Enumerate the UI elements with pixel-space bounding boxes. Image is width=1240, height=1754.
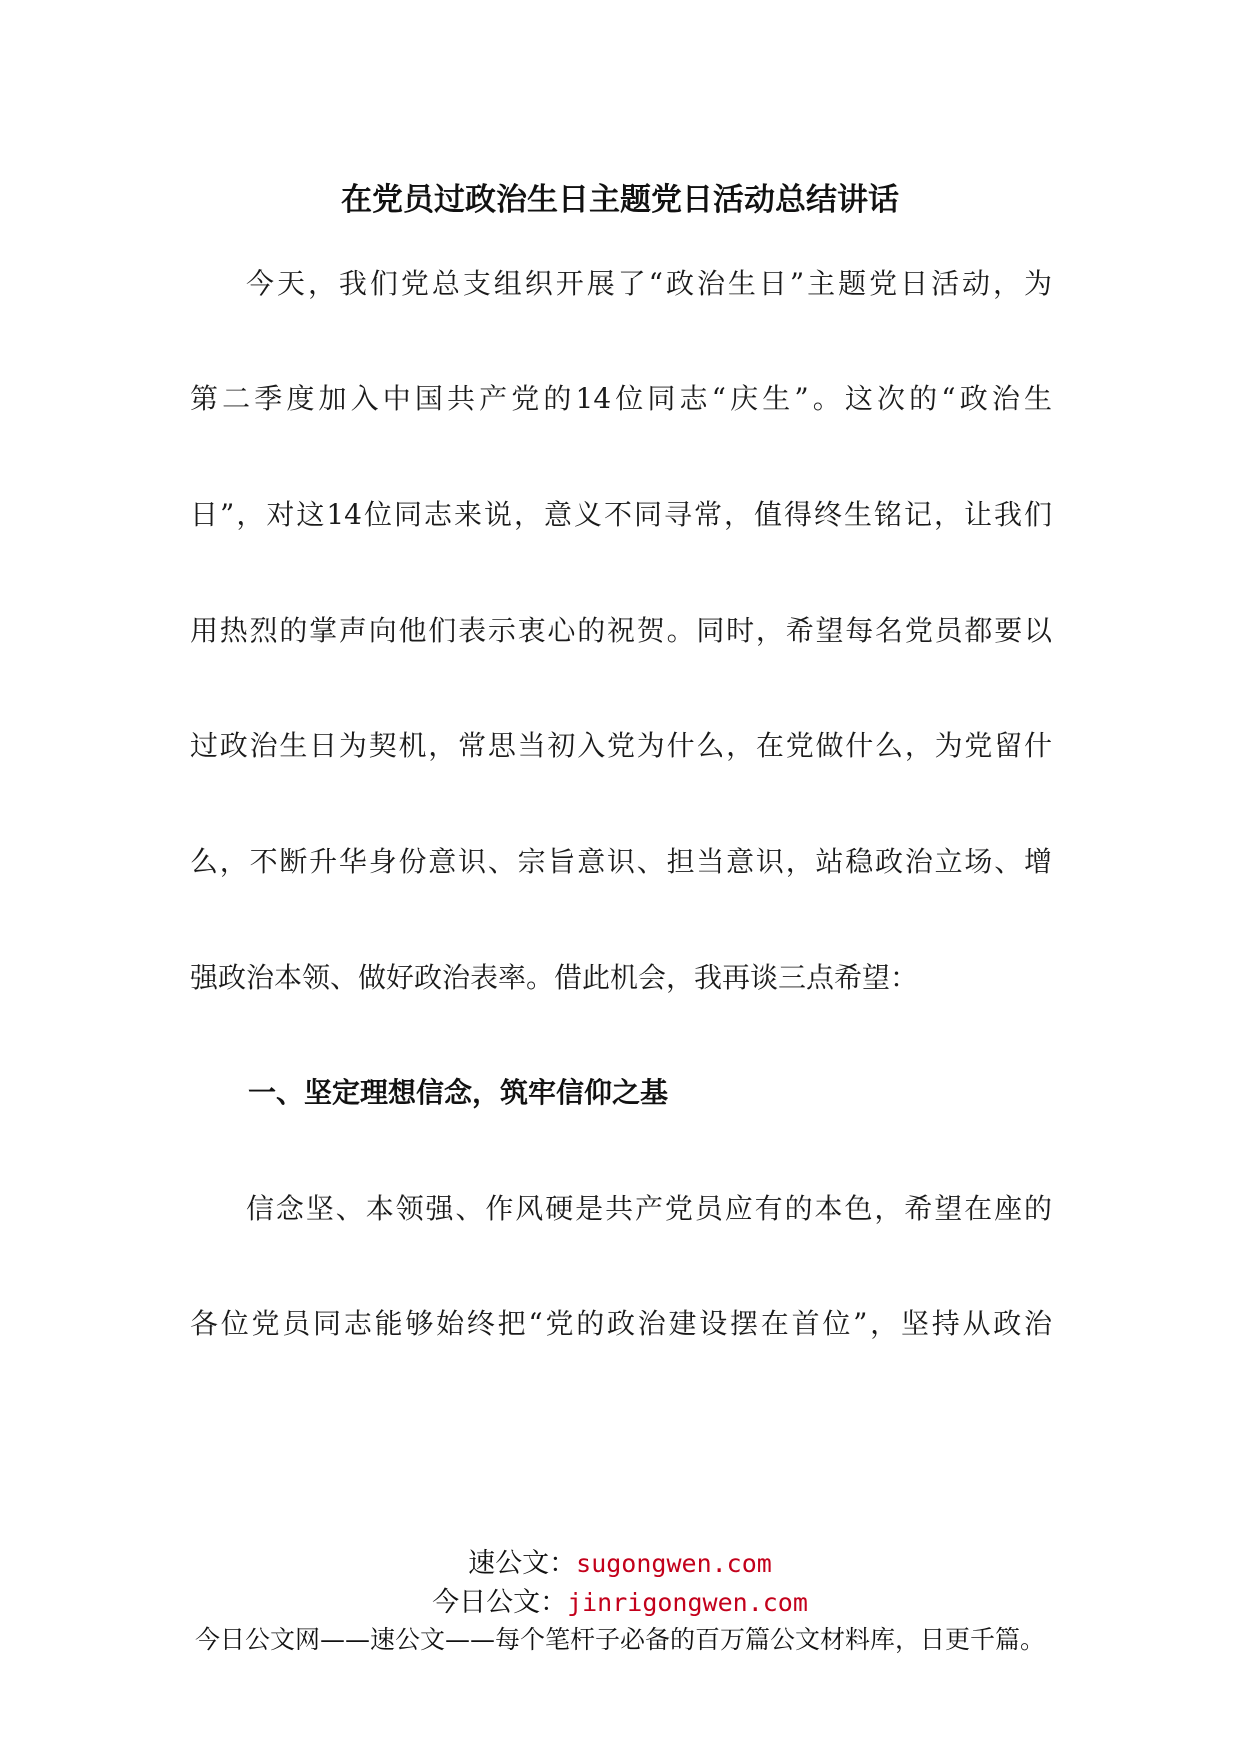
footer-site-label: 今日公文： — [432, 1587, 568, 1618]
footer-tagline: 今日公文网——速公文——每个笔杆子必备的百万篇公文材料库，日更千篇。 — [194, 1625, 1045, 1654]
footer-site-label: 速公文： — [468, 1548, 577, 1579]
paragraph-line: 今天，我们党总支组织开展了“政治生日”主题党日活动，为 — [246, 267, 1052, 300]
paragraph-line: 过政治生日为契机，常思当初入党为什么，在党做什么，为党留什 — [190, 729, 1052, 762]
footer-site-link[interactable]: sugongwen.com — [576, 1549, 772, 1578]
footer-site-line-2 — [0, 1585, 1240, 1621]
footer-site-line-1 — [0, 1546, 1240, 1582]
section-heading: 一、坚定理想信念，筑牢信仰之基 — [248, 1076, 669, 1109]
document-title: 在党员过政治生日主题党日活动总结讲话 — [341, 182, 899, 218]
paragraph-line: 用热烈的掌声向他们表示衷心的祝贺。同时，希望每名党员都要以 — [190, 614, 1052, 647]
paragraph-line: 第二季度加入中国共产党的14位同志“庆生”。这次的“政治生 — [190, 382, 1052, 415]
paragraph-line: 么，不断升华身份意识、宗旨意识、担当意识，站稳政治立场、增 — [190, 845, 1052, 878]
paragraph-line: 信念坚、本领强、作风硬是共产党员应有的本色，希望在座的 — [246, 1192, 1052, 1225]
paragraph-line: 各位党员同志能够始终把“党的政治建设摆在首位”，坚持从政治 — [190, 1307, 1052, 1340]
footer-site-link[interactable]: jinrigongwen.com — [567, 1588, 808, 1617]
paragraph-line: 强政治本领、做好政治表率。借此机会，我再谈三点希望： — [190, 961, 919, 994]
paragraph-line: 日”，对这14位同志来说，意义不同寻常，值得终生铭记，让我们 — [190, 498, 1052, 531]
